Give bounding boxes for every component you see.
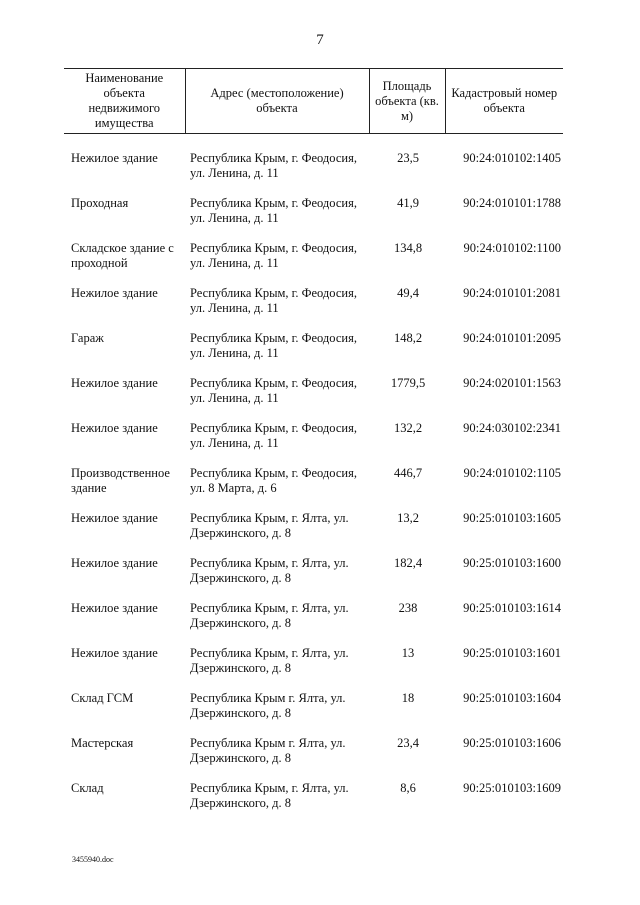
- cell-area: 8,6: [400, 781, 416, 795]
- table-row: [64, 421, 563, 466]
- table-row: [64, 646, 563, 691]
- page-number: 7: [316, 32, 324, 48]
- cell-area: 134,8: [393, 241, 423, 255]
- table-row: [64, 376, 563, 421]
- cell-area: 13,2: [397, 511, 419, 525]
- cell-address: Республика Крым г. Ялта, ул. Дзержинского, д. 8: [190, 736, 346, 765]
- cell-address: Республика Крым, г. Ялта, ул. Дзержинского, д. 8: [190, 781, 349, 810]
- cell-area: 1779,5: [390, 376, 426, 390]
- header-address: Адрес (местоположение) объекта: [185, 69, 369, 134]
- table-body: [64, 134, 563, 827]
- table-row: [64, 241, 563, 286]
- cell-cadastral: 90:24:010101:2095: [463, 331, 561, 345]
- header-cadastral: Кадастровый номер объекта: [445, 69, 563, 134]
- cell-name: Проходная: [71, 196, 129, 210]
- cell-cadastral: 90:25:010103:1600: [463, 556, 561, 570]
- table-row: [64, 331, 563, 376]
- cell-address: Республика Крым, г. Феодосия, ул. Ленина, д. 11: [190, 331, 357, 360]
- cell-cadastral: 90:25:010103:1604: [463, 691, 561, 705]
- cell-address: Республика Крым, г. Ялта, ул. Дзержинского, д. 8: [190, 511, 349, 540]
- cell-address: Республика Крым г. Ялта, ул. Дзержинского, д. 8: [190, 691, 346, 720]
- cell-name: Мастерская: [71, 736, 134, 750]
- cell-name: Нежилое здание: [71, 151, 158, 165]
- cell-area: 446,7: [393, 466, 423, 480]
- cell-name: Склад ГСМ: [71, 691, 134, 705]
- table-row: [64, 601, 563, 646]
- cell-cadastral: 90:24:010101:1788: [463, 196, 561, 210]
- table-row: [64, 466, 563, 511]
- table-row: [64, 736, 563, 781]
- cell-cadastral: 90:24:030102:2341: [463, 421, 561, 435]
- cell-area: 182,4: [393, 556, 423, 570]
- table-row: [64, 286, 563, 331]
- header-area: Площадь объекта (кв. м): [369, 69, 445, 134]
- cell-address: Республика Крым, г. Феодосия, ул. Ленина, д. 11: [190, 376, 357, 405]
- table-row: [64, 196, 563, 241]
- cell-address: Республика Крым, г. Феодосия, ул. Ленина, д. 11: [190, 151, 357, 180]
- table-header: [64, 69, 563, 134]
- header-name: Наименование объекта недвижимого имущества: [85, 71, 164, 130]
- cell-cadastral: 90:24:010101:2081: [463, 286, 561, 300]
- table-row: [64, 556, 563, 601]
- document-filename: 3455940.doc: [72, 855, 114, 864]
- cell-cadastral: 90:25:010103:1609: [463, 781, 561, 795]
- cell-area: 41,9: [397, 196, 419, 210]
- cell-cadastral: 90:25:010103:1601: [463, 646, 561, 660]
- cell-cadastral: 90:24:020101:1563: [463, 376, 561, 390]
- table-row: [64, 134, 563, 197]
- cell-name: Нежилое здание: [71, 376, 158, 390]
- cell-address: Республика Крым, г. Ялта, ул. Дзержинского, д. 8: [190, 601, 349, 630]
- cell-name: Нежилое здание: [71, 421, 158, 435]
- table-row: [64, 781, 563, 826]
- table-row: [64, 511, 563, 556]
- property-table: [64, 68, 563, 826]
- cell-area: 49,4: [397, 286, 419, 300]
- cell-name: Нежилое здание: [71, 556, 158, 570]
- cell-area: 13: [401, 646, 415, 660]
- header-row: [64, 69, 563, 134]
- cell-address: Республика Крым, г. Ялта, ул. Дзержинского, д. 8: [190, 646, 349, 675]
- cell-address: Республика Крым, г. Феодосия, ул. Ленина, д. 11: [190, 196, 357, 225]
- cell-address: Республика Крым, г. Феодосия, ул. 8 Марта, д. 6: [190, 466, 357, 495]
- cell-area: 23,4: [397, 736, 419, 750]
- cell-address: Республика Крым, г. Феодосия, ул. Ленина, д. 11: [190, 286, 357, 315]
- cell-name: Производственное здание: [71, 466, 170, 495]
- cell-address: Республика Крым, г. Феодосия, ул. Ленина, д. 11: [190, 421, 357, 450]
- cell-cadastral: 90:24:010102:1105: [463, 466, 561, 480]
- cell-area: 23,5: [397, 151, 419, 165]
- cell-cadastral: 90:25:010103:1614: [463, 601, 561, 615]
- cell-cadastral: 90:25:010103:1606: [463, 736, 561, 750]
- cell-name: Нежилое здание: [71, 511, 158, 525]
- cell-area: 18: [401, 691, 415, 705]
- cell-name: Гараж: [71, 331, 104, 345]
- cell-name: Склад: [71, 781, 104, 795]
- cell-area: 148,2: [393, 331, 423, 345]
- cell-area: 132,2: [393, 421, 423, 435]
- cell-area: 238: [398, 601, 418, 615]
- property-table-container: [64, 68, 563, 826]
- cell-name: Нежилое здание: [71, 601, 158, 615]
- cell-name: Нежилое здание: [71, 646, 158, 660]
- table-row: [64, 691, 563, 736]
- cell-cadastral: 90:24:010102:1405: [463, 151, 561, 165]
- cell-name: Нежилое здание: [71, 286, 158, 300]
- cell-cadastral: 90:24:010102:1100: [463, 241, 561, 255]
- cell-address: Республика Крым, г. Феодосия, ул. Ленина, д. 11: [190, 241, 357, 270]
- cell-cadastral: 90:25:010103:1605: [463, 511, 561, 525]
- cell-name: Складское здание с проходной: [71, 241, 174, 270]
- cell-address: Республика Крым, г. Ялта, ул. Дзержинского, д. 8: [190, 556, 349, 585]
